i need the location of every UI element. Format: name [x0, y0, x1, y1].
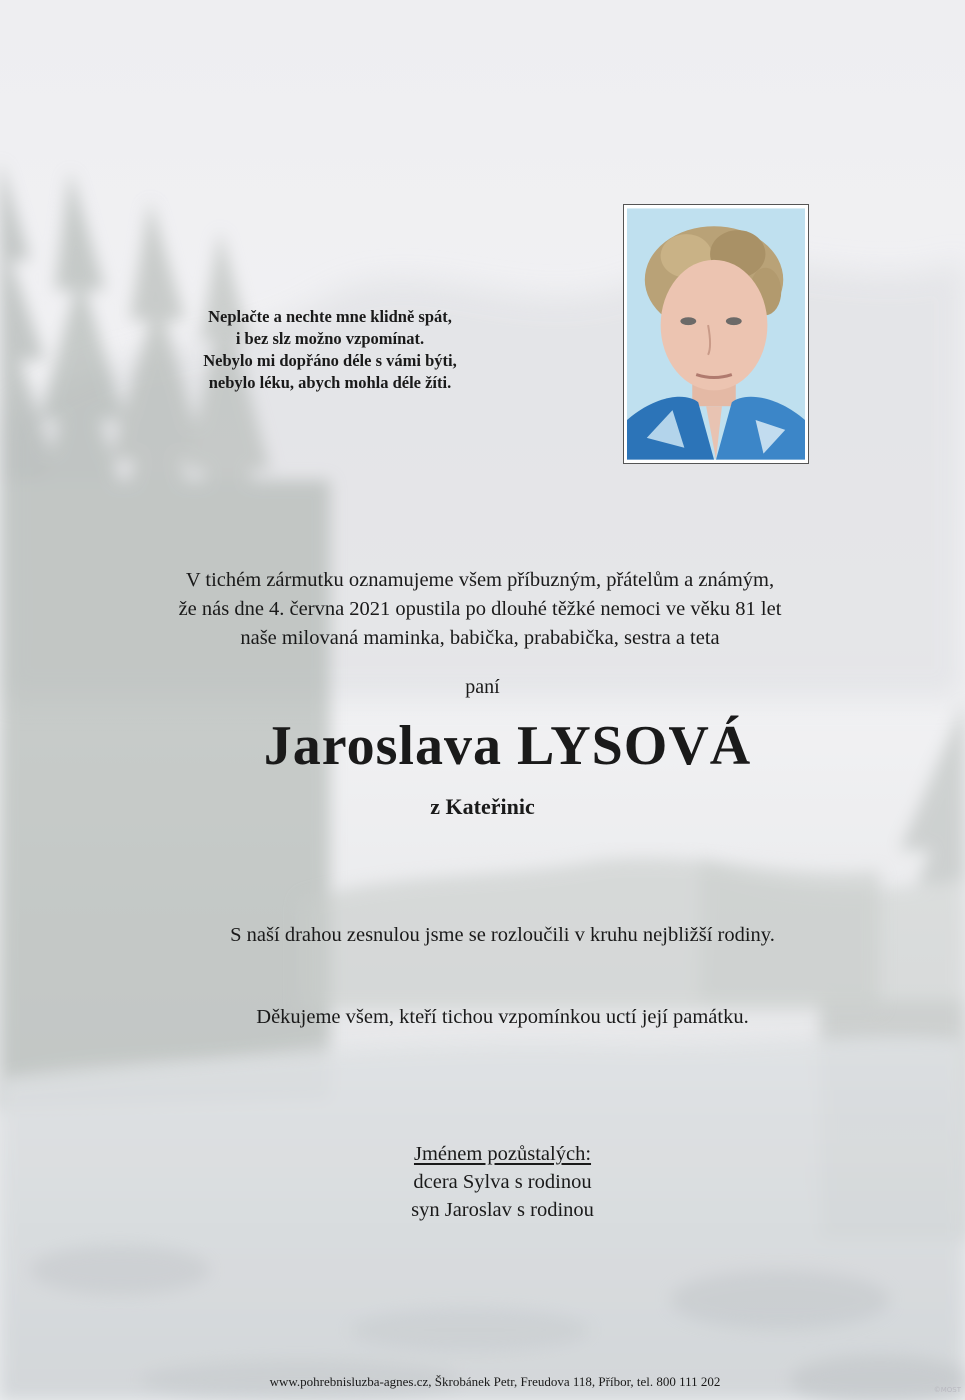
signatories-heading: Jménem pozůstalých: — [413, 1143, 592, 1165]
signatories — [340, 1140, 665, 1224]
announcement — [80, 566, 880, 653]
thanks-note: Děkujeme všem, kteří tichou vzpomínkou uctí její památku. — [256, 1006, 749, 1028]
poem-line: Nebylo mi dopřáno déle s vámi býti, — [203, 351, 457, 370]
signatory: dcera Sylva s rodinou — [413, 1171, 592, 1193]
farewell-note: S naší drahou zesnulou jsme se rozloučili v kruhu nejbližší rodiny. — [230, 924, 775, 946]
announcement-line: že nás dne 4. června 2021 opustila po dlouhé těžké nemoci ve věku 81 let — [178, 598, 782, 620]
corner-mark: ©MOST — [933, 1386, 961, 1394]
deceased-origin: z Kateřinic — [430, 794, 535, 819]
portrait-photo-icon — [627, 208, 805, 460]
funeral-service-footer: www.pohrebnisluzba-agnes.cz, Škrobánek Petr, Freudova 118, Příbor, tel. 800 111 202 — [269, 1374, 721, 1389]
deceased-name: Jaroslava LYSOVÁ — [263, 715, 752, 777]
poem-line: Neplačte a nechte mne klidně spát, — [208, 307, 452, 326]
memorial-poem — [150, 306, 510, 394]
poem-line: nebylo léku, abych mohla déle žíti. — [208, 373, 452, 392]
salutation: paní — [465, 676, 500, 698]
poem-line: i bez slz možno vzpomínat. — [235, 329, 425, 348]
announcement-line: V tichém zármutku oznamujeme všem příbuzným, přátelům a známým, — [185, 569, 775, 591]
announcement-line: naše milovaná maminka, babička, prababička, sestra a teta — [240, 627, 720, 649]
portrait-photo — [623, 204, 809, 464]
signatory: syn Jaroslav s rodinou — [411, 1199, 594, 1221]
